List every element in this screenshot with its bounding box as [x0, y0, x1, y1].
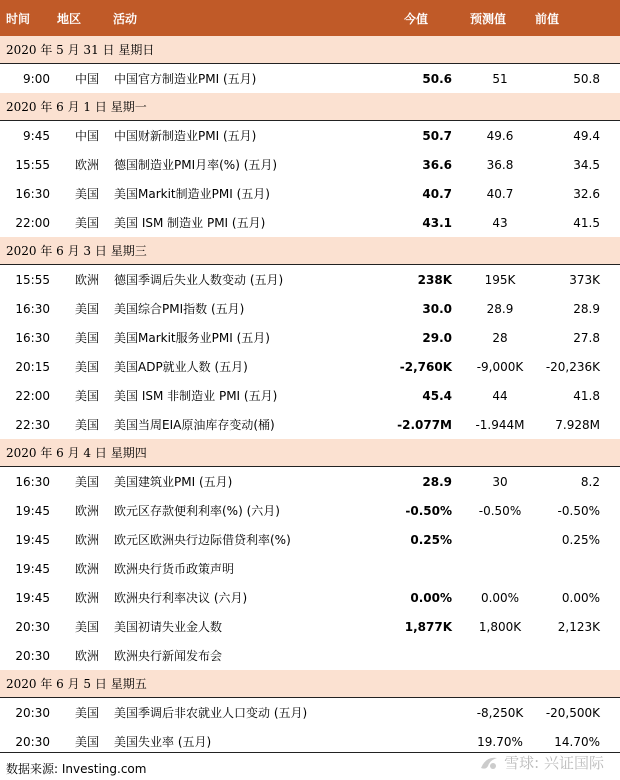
row-forecast: 1,800K — [478, 619, 522, 634]
row-region: 欧洲 — [74, 158, 99, 172]
row-time: 20:30 — [15, 705, 50, 720]
row-activity: 欧洲央行利率决议 (六月) — [114, 591, 248, 605]
row-forecast: -1.944M — [475, 417, 525, 432]
table-row — [0, 381, 620, 410]
row-activity: 欧洲央行新闻发布会 — [114, 649, 223, 663]
row-region: 欧洲 — [74, 591, 99, 605]
row-previous: 14.70% — [554, 734, 600, 749]
table-row — [0, 554, 620, 583]
row-current: 1,877K — [404, 619, 452, 634]
table-row — [0, 496, 620, 525]
row-time: 15:55 — [15, 272, 50, 287]
row-current: -0.50% — [405, 503, 452, 518]
section-date: 2020 年 6 月 1 日 星期一 — [6, 100, 147, 114]
row-time: 19:45 — [15, 532, 50, 547]
section-date: 2020 年 6 月 5 日 星期五 — [6, 677, 147, 691]
table-row — [0, 410, 620, 439]
row-previous: -20,236K — [545, 359, 600, 374]
row-region: 美国 — [74, 475, 99, 489]
row-current: -2.077M — [397, 417, 452, 432]
header-activity: 活动 — [113, 11, 138, 26]
date-section-row — [0, 439, 620, 467]
row-time: 20:30 — [15, 619, 50, 634]
section-date: 2020 年 6 月 4 日 星期四 — [6, 446, 147, 460]
row-activity: 美国当周EIA原油库存变动(桶) — [114, 418, 275, 432]
table-row — [0, 179, 620, 208]
row-region: 中国 — [74, 129, 99, 143]
row-region: 欧洲 — [74, 504, 99, 518]
section-date: 2020 年 5 月 31 日 星期日 — [6, 43, 155, 57]
row-time: 22:00 — [15, 215, 50, 230]
section-date: 2020 年 6 月 3 日 星期三 — [6, 244, 147, 258]
row-region: 美国 — [74, 360, 99, 374]
row-region: 中国 — [74, 72, 99, 86]
row-previous: 41.8 — [573, 388, 600, 403]
row-region: 欧洲 — [74, 533, 99, 547]
row-time: 19:45 — [15, 561, 50, 576]
row-forecast: 51 — [492, 71, 508, 86]
row-previous: 0.00% — [561, 590, 600, 605]
row-previous: 8.2 — [580, 474, 600, 489]
row-current: -2,760K — [399, 359, 452, 374]
row-previous: 49.4 — [573, 128, 600, 143]
row-activity: 美国 ISM 制造业 PMI (五月) — [114, 216, 266, 230]
row-forecast: 44 — [492, 388, 508, 403]
row-current: 36.6 — [422, 157, 452, 172]
row-current: 50.7 — [422, 128, 452, 143]
row-activity: 美国失业率 (五月) — [114, 735, 212, 749]
row-previous: 34.5 — [573, 157, 600, 172]
row-forecast: 19.70% — [477, 734, 523, 749]
row-activity: 美国综合PMI指数 (五月) — [114, 302, 245, 316]
header-previous: 前值 — [535, 11, 560, 26]
row-forecast: 43 — [492, 215, 508, 230]
table-row — [0, 64, 620, 93]
row-current: 40.7 — [422, 186, 452, 201]
row-region: 美国 — [74, 216, 99, 230]
date-section-row — [0, 93, 620, 121]
row-forecast: 36.8 — [486, 157, 514, 172]
row-forecast: 28 — [492, 330, 508, 345]
row-activity: 美国 ISM 非制造业 PMI (五月) — [114, 389, 278, 403]
row-current: 28.9 — [422, 474, 452, 489]
row-time: 20:30 — [15, 734, 50, 749]
row-activity: 美国Markit制造业PMI (五月) — [114, 187, 270, 201]
table-row — [0, 352, 620, 381]
row-time: 20:30 — [15, 648, 50, 663]
row-activity: 中国财新制造业PMI (五月) — [114, 129, 257, 143]
row-forecast: 40.7 — [486, 186, 514, 201]
row-forecast: 49.6 — [486, 128, 514, 143]
row-previous: -0.50% — [557, 503, 600, 518]
row-current: 45.4 — [422, 388, 452, 403]
row-current: 0.00% — [410, 590, 452, 605]
table-row — [0, 612, 620, 641]
row-previous: 41.5 — [573, 215, 600, 230]
table-row — [0, 323, 620, 352]
row-current: 30.0 — [422, 301, 452, 316]
watermark-text: 雪球: 兴证国际 — [504, 754, 604, 772]
row-time: 16:30 — [15, 301, 50, 316]
table-row — [0, 641, 620, 670]
row-activity: 美国季调后非农就业人口变动 (五月) — [114, 706, 308, 720]
row-previous: 2,123K — [557, 619, 600, 634]
row-previous: 27.8 — [573, 330, 600, 345]
row-activity: 美国初请失业金人数 — [114, 620, 223, 634]
row-previous: 28.9 — [573, 301, 600, 316]
row-region: 美国 — [74, 389, 99, 403]
row-activity: 美国Markit服务业PMI (五月) — [114, 331, 270, 345]
row-time: 16:30 — [15, 474, 50, 489]
snowball-logo-icon — [478, 754, 500, 772]
row-activity: 中国官方制造业PMI (五月) — [114, 72, 257, 86]
data-source: 数据来源: Investing.com — [6, 762, 147, 776]
row-activity: 欧洲央行货币政策声明 — [114, 562, 235, 576]
table-row — [0, 467, 620, 496]
row-region: 欧洲 — [74, 273, 99, 287]
header-current: 今值 — [404, 11, 429, 26]
row-region: 欧洲 — [74, 649, 99, 663]
row-forecast: 0.00% — [480, 590, 520, 605]
header-forecast: 预测值 — [470, 11, 507, 26]
row-activity: 美国建筑业PMI (五月) — [114, 475, 233, 489]
row-current: 0.25% — [410, 532, 452, 547]
row-region: 美国 — [74, 706, 99, 720]
row-region: 美国 — [74, 187, 99, 201]
row-time: 19:45 — [15, 590, 50, 605]
row-region: 美国 — [74, 302, 99, 316]
table-header — [0, 0, 620, 36]
header-region: 地区 — [57, 11, 82, 26]
row-forecast: -9,000K — [476, 359, 524, 374]
row-current: 50.6 — [422, 71, 452, 86]
date-section-row — [0, 237, 620, 265]
row-previous: 7.928M — [555, 417, 600, 432]
table-row — [0, 525, 620, 554]
header-time: 时间 — [6, 11, 31, 26]
row-activity: 欧元区存款便利利率(%) (六月) — [114, 504, 280, 518]
row-activity: 德国制造业PMI月率(%) (五月) — [114, 158, 278, 172]
row-time: 9:00 — [23, 71, 50, 86]
row-time: 9:45 — [23, 128, 50, 143]
table-body — [0, 36, 620, 756]
row-region: 欧洲 — [74, 562, 99, 576]
table-row — [0, 150, 620, 179]
row-time: 16:30 — [15, 186, 50, 201]
row-time: 22:00 — [15, 388, 50, 403]
row-time: 15:55 — [15, 157, 50, 172]
row-previous: -20,500K — [545, 705, 600, 720]
row-previous: 50.8 — [573, 71, 600, 86]
row-region: 美国 — [74, 418, 99, 432]
date-section-row — [0, 670, 620, 698]
table-row — [0, 208, 620, 237]
row-forecast: 195K — [484, 272, 516, 287]
row-activity: 欧元区欧洲央行边际借贷利率(%) — [114, 533, 291, 547]
row-region: 美国 — [74, 735, 99, 749]
row-activity: 美国ADP就业人数 (五月) — [114, 360, 248, 374]
row-forecast: 30 — [492, 474, 508, 489]
table-row — [0, 121, 620, 150]
row-current: 238K — [417, 272, 452, 287]
row-time: 20:15 — [15, 359, 50, 374]
row-time: 19:45 — [15, 503, 50, 518]
row-previous: 0.25% — [561, 532, 600, 547]
row-time: 16:30 — [15, 330, 50, 345]
row-previous: 373K — [569, 272, 600, 287]
table-row — [0, 294, 620, 323]
row-forecast: 28.9 — [486, 301, 514, 316]
row-forecast: -0.50% — [478, 503, 522, 518]
table-row — [0, 583, 620, 612]
row-region: 美国 — [74, 620, 99, 634]
row-current: 43.1 — [422, 215, 452, 230]
row-region: 美国 — [74, 331, 99, 345]
row-forecast: -8,250K — [476, 705, 524, 720]
table-row — [0, 265, 620, 294]
table-row — [0, 698, 620, 727]
row-time: 22:30 — [15, 417, 50, 432]
watermark — [478, 752, 604, 773]
row-previous: 32.6 — [573, 186, 600, 201]
row-activity: 德国季调后失业人数变动 (五月) — [114, 273, 284, 287]
date-section-row — [0, 36, 620, 64]
row-current: 29.0 — [422, 330, 452, 345]
